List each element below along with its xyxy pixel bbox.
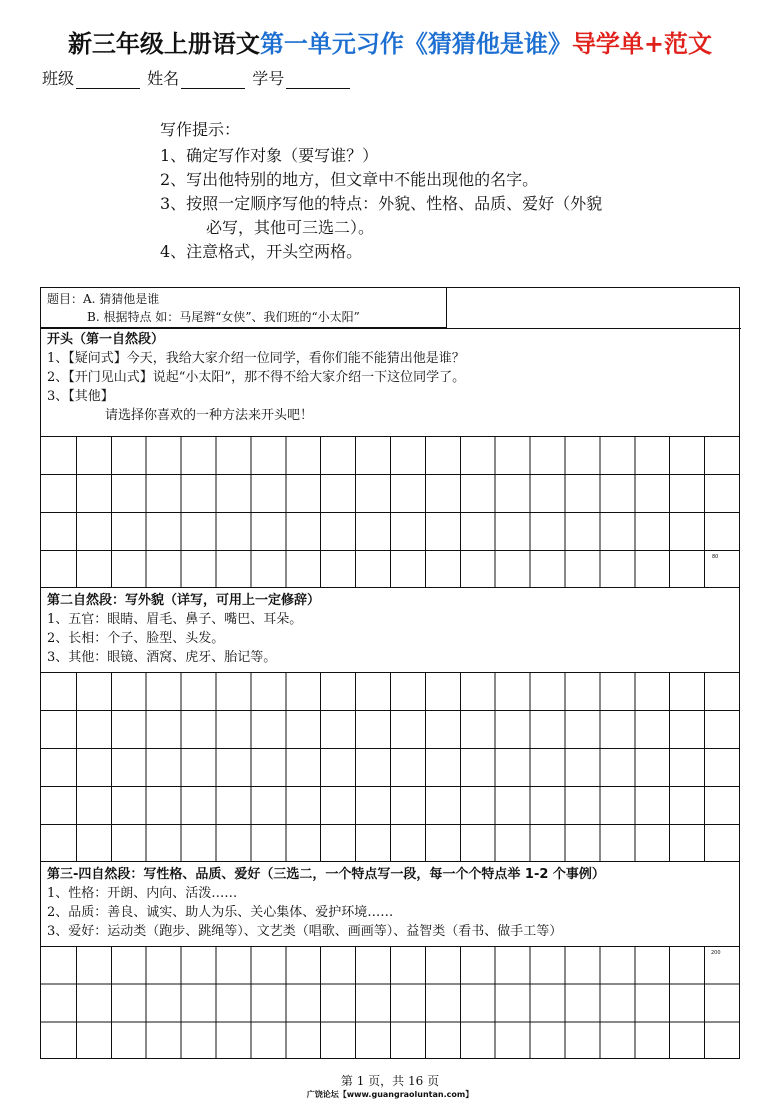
divider (41, 328, 741, 329)
section-item: 2、品质：善良、诚实、助人为乐、关心集体、爱护环境…… (47, 905, 394, 920)
grid-lines (41, 672, 739, 862)
section-item: 1、【疑问式】今天，我给大家介绍一位同学，看你们能不能猜出他是谁？ (47, 351, 465, 366)
topic-option-a: 题目：A. 猜猜他是谁 (47, 292, 160, 306)
title-unit: 第一单元习作《猜猜他是谁》 (259, 30, 572, 58)
section-item: 2、长相：个子、脸型、头发。 (47, 631, 225, 646)
topic-option-b: B. 根据特点 如：马尾辫“女侠”、我们班的“小太阳” (87, 310, 360, 324)
page-number: 第 1 页，共 16 页 (340, 1074, 440, 1088)
title-grade: 新三年级上册语文 (67, 30, 260, 58)
tip-item: 1、确定写作对象（要写谁？） (160, 146, 379, 165)
section-item: 3、爱好：运动类（跑步、跳绳等）、文艺类（唱歌、画画等）、益智类（看书、做手工等） (47, 924, 563, 939)
name-label: 姓名 (147, 69, 180, 88)
writing-grid-opening[interactable] (41, 436, 739, 588)
grid-lines (41, 436, 739, 588)
section-item: 1、性格：开朗、内向、活泼…… (47, 886, 238, 901)
document-title (0, 24, 780, 59)
section-item: 3、其他：眼镜、酒窝、虎牙、胎记等。 (47, 650, 277, 665)
student-info-line (42, 66, 352, 89)
tip-item: 3、按照一定顺序写他的特点：外貌、性格、品质、爱好（外貌 (160, 194, 603, 213)
section-opening (41, 330, 739, 425)
id-field[interactable] (286, 72, 350, 89)
site-watermark: 广饶论坛【www.guangraoluntan.com】 (306, 1090, 474, 1099)
tip-item: 4、注意格式，开头空两格。 (160, 242, 363, 261)
section-item: 1、五官：眼睛、眉毛、鼻子、嘴巴、耳朵。 (47, 612, 303, 627)
tip-item: 必写，其他可三选二）。 (206, 218, 375, 237)
word-count-marker: 80 (712, 554, 719, 560)
section-item: 3、【其他】 (47, 389, 114, 404)
title-suffix: 导学单+范文 (571, 30, 713, 58)
section-hint: 请选择你喜欢的一种方法来开头吧！ (105, 408, 314, 423)
tip-item: 2、写出他特别的地方，但文章中不能出现他的名字。 (160, 170, 539, 189)
section-appearance (41, 591, 739, 667)
section-heading: 第二自然段：写外貌（详写，可用上一定修辞） (47, 593, 321, 608)
name-field[interactable] (181, 72, 245, 89)
section-heading: 第三-四自然段：写性格、品质、爱好（三选二，一个特点写一段，每一个个特点举 1-2 个事例） (47, 867, 605, 882)
class-label: 班级 (42, 69, 75, 88)
writing-grid-appearance[interactable] (41, 672, 739, 862)
writing-tips (160, 118, 602, 264)
writing-grid-personality[interactable] (41, 946, 739, 1059)
grid-lines (41, 946, 739, 1059)
section-personality (41, 865, 739, 941)
topic-box (41, 288, 447, 328)
word-count-marker: 200 (711, 950, 721, 956)
tips-title: 写作提示： (160, 120, 241, 139)
id-label: 学号 (252, 69, 285, 88)
worksheet-table (40, 287, 740, 1059)
section-heading: 开头（第一自然段） (47, 332, 165, 347)
section-item: 2、【开门见山式】说起“小太阳”，那不得不给大家介绍一下这位同学了。 (47, 370, 466, 385)
class-field[interactable] (76, 72, 140, 89)
